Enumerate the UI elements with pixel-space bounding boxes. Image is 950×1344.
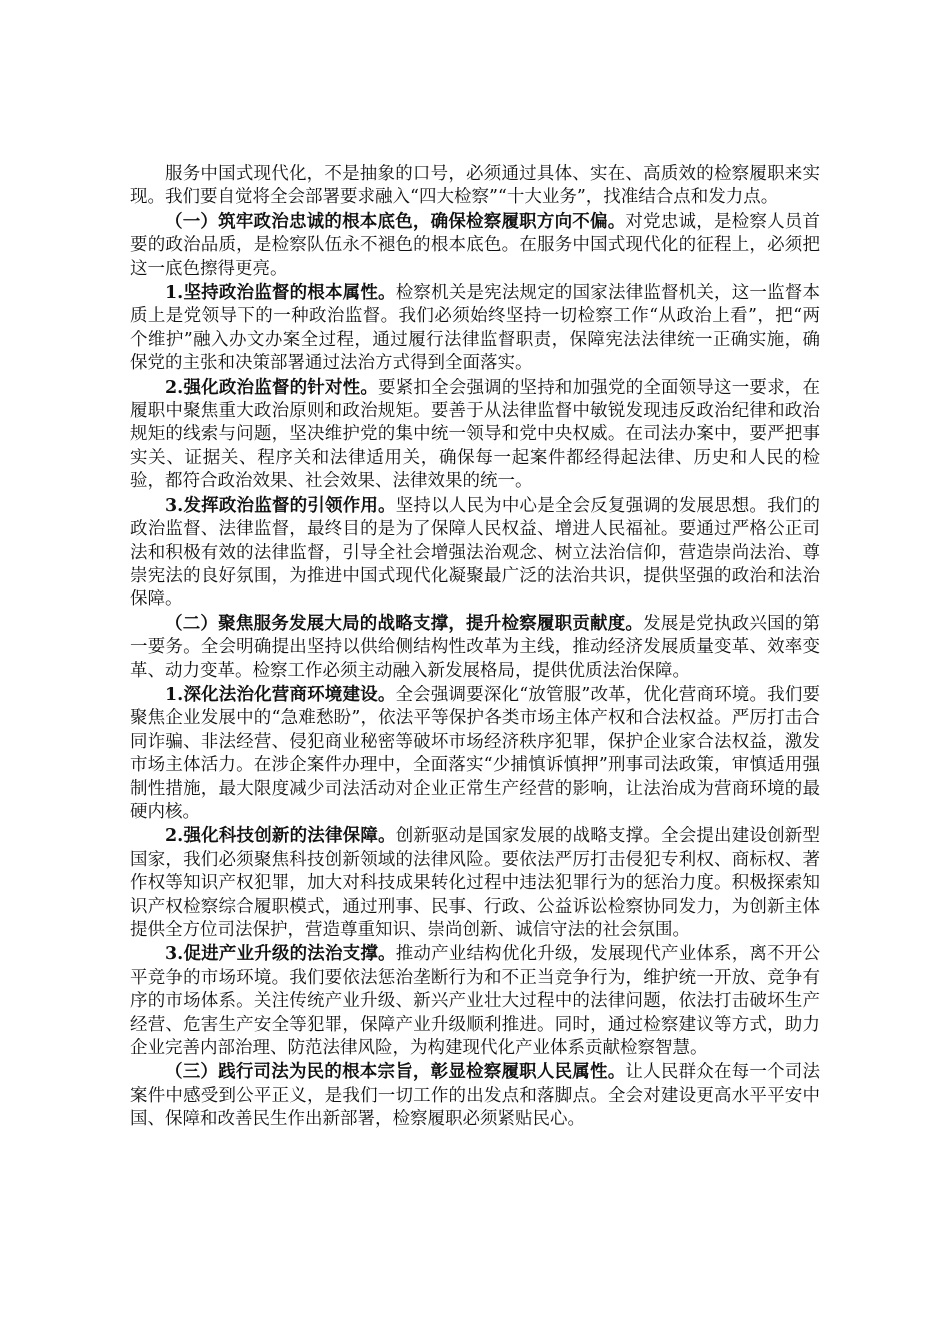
paragraph-text: 让人民群众在每一个司法案件中感受到公平正义，是我们一切工作的出发点和落脚点。全会对建设更高水平平安中国、保障和改善民生作出新部署，检察履职必须紧贴民心。	[130, 1062, 821, 1130]
item-title: 2.强化政治监督的针对性。	[165, 377, 379, 398]
section-title: （二）聚焦服务发展大局的战略支撑，提升检察履职贡献度。	[165, 613, 644, 634]
paragraph-text: 服务中国式现代化，不是抽象的口号，必须通过具体、实在、高质效的检察履职来实现。我们要自觉将全会部署要求融入“四大检察”“十大业务”，找准结合点和发力点。	[130, 164, 820, 208]
section-title: （三）践行司法为民的根本宗旨，彰显检察履职人民属性。	[165, 1062, 626, 1083]
document-page	[130, 163, 820, 1133]
item-1-3	[130, 495, 820, 612]
item-title: 1.坚持政治监督的根本属性。	[165, 283, 396, 304]
paragraph-text: 创新驱动是国家发展的战略支撑。全会提出建设创新型国家，我们必须聚焦科技创新领域的法律风险。要依法严厉打击侵犯专利权、商标权、著作权等知识产权犯罪，加大对科技成果转化过程中违法犯罪行为的惩治力度。积极探索知识产权检察综合履职模式，通过刑事、民事、行政、公益诉讼检察协同发力，为创新主体提供全方位司法保护，营造尊重知识、崇尚创新、诚信守法的社会氛围。	[130, 826, 820, 940]
paragraph-text: 发展是党执政兴国的第一要务。全会明确提出坚持以供给侧结构性改革为主线，推动经济发展质量变革、效率变革、动力变革。检察工作必须主动融入新发展格局，提供优质法治保障。	[130, 613, 820, 681]
paragraph-text: 检察机关是宪法规定的国家法律监督机关，这一监督本质上是党领导下的一种政治监督。我们必须始终坚持一切检察工作“从政治上看”，把“两个维护”融入办文办案全过程，通过履行法律监督职责，保障宪法法律统一正确实施，确保党的主张和决策部署通过法治方式得到全面落实。	[130, 283, 820, 374]
item-title: 3.发挥政治监督的引领作用。	[165, 495, 396, 516]
section-heading-2	[130, 613, 820, 683]
item-1-2	[130, 377, 820, 494]
item-title: 1.深化法治化营商环境建设。	[165, 684, 396, 705]
paragraph-text: 推动产业结构优化升级，发展现代产业体系，离不开公平竞争的市场环境。我们要依法惩治垄断行为和不正当竞争行为，维护统一开放、竞争有序的市场体系。关注传统产业升级、新兴产业壮大过程中的法律问题，依法打击破坏生产经营、危害生产安全等犯罪，保障产业升级顺利推进。同时，通过检察建议等方式，助力企业完善内部治理、防范法律风险，为构建现代化产业体系贡献检察智慧。	[130, 944, 820, 1059]
section-title: （一）筑牢政治忠诚的根本底色，确保检察履职方向不偏。	[165, 211, 626, 232]
paragraph-text: 要紧扣全会强调的坚持和加强党的全面领导这一要求，在履职中聚焦重大政治原则和政治规矩。要善于从法律监督中敏锐发现违反政治纪律和政治规矩的线索与问题，坚决维护党的集中统一领导和党中央权威。在司法办案中，要严把事实关、证据关、程序关和法律适用关，确保每一起案件都经得起法律、历史和人民的检验，都符合政治效果、社会效果、法律效果的统一。	[130, 377, 820, 492]
item-title: 3.促进产业升级的法治支撑。	[165, 944, 396, 965]
item-2-3	[130, 943, 820, 1060]
item-2-2	[130, 825, 820, 942]
section-heading-1	[130, 211, 820, 281]
paragraph-intro	[130, 163, 820, 210]
item-1-1	[130, 282, 820, 376]
item-title: 2.强化科技创新的法律保障。	[165, 826, 396, 847]
section-heading-3	[130, 1061, 820, 1131]
paragraph-text: 对党忠诚，是检察人员首要的政治品质，是检察队伍永不褪色的根本底色。在服务中国式现代化的征程上，必须把这一底色擦得更亮。	[130, 211, 821, 279]
paragraph-text: 坚持以人民为中心是全会反复强调的发展思想。我们的政治监督、法律监督，最终目的是为了保障人民权益、增进人民福祉。要通过严格公正司法和积极有效的法律监督，引导全社会增强法治观念、树立法治信仰，营造崇尚法治、尊崇宪法的良好氛围，为推进中国式现代化凝聚最广泛的法治共识，提供坚强的政治和法治保障。	[130, 495, 820, 610]
paragraph-text: 全会强调要深化“放管服”改革，优化营商环境。我们要聚焦企业发展中的“急难愁盼”，依法平等保护各类市场主体产权和合法权益。严厉打击合同诈骗、非法经营、侵犯商业秘密等破坏市场经济秩序犯罪，保护企业家合法权益，激发市场主体活力。在涉企案件办理中，全面落实“少捕慎诉慎押”刑事司法政策，审慎适用强制性措施，最大限度减少司法活动对企业正常生产经营的影响，让法治成为营商环境的最硬内核。	[130, 684, 820, 822]
item-2-1	[130, 684, 820, 824]
